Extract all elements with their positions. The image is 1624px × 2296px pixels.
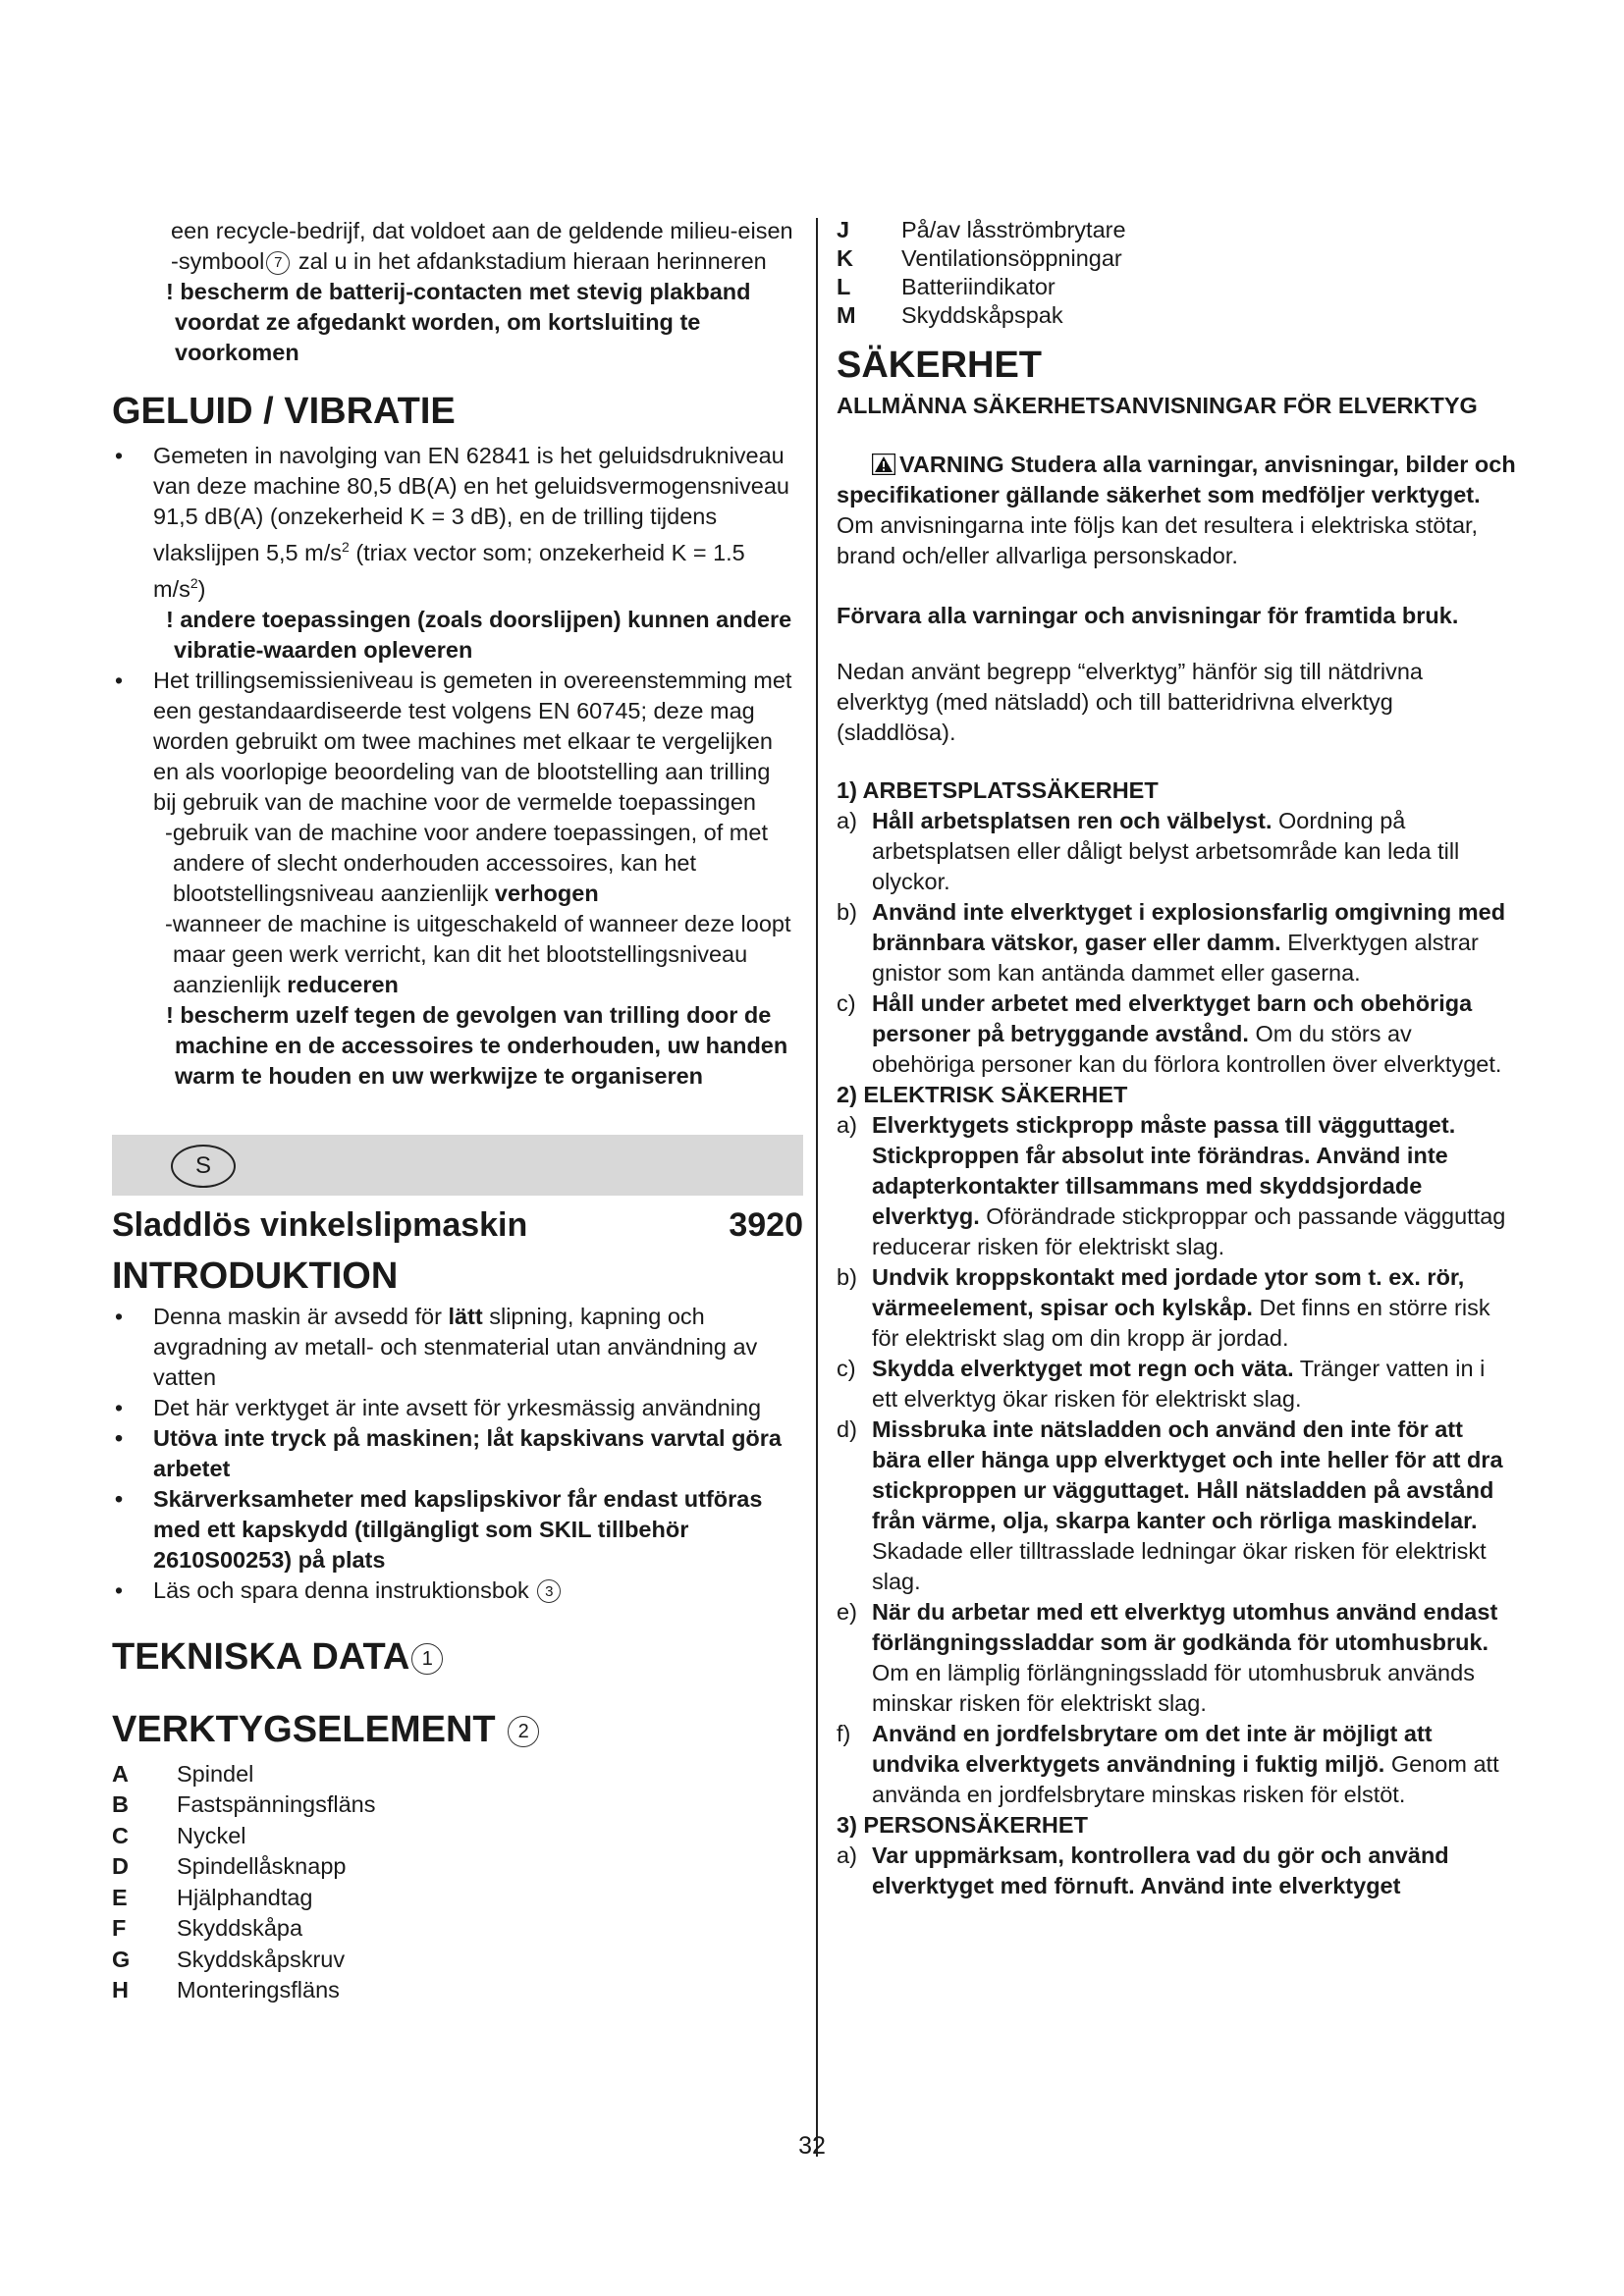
part-row: J På/av låsströmbrytare: [837, 217, 1126, 242]
geluid-bullet-2: • Het trillingsemissieniveau is gemeten in overeenstemming met een gestandaardiseerde test volgens EN 60745; deze mag worden gebruikt om twee machines met elkaar te vergelijken en als voorlopige beoordeling van de blootstelling aan trilling bij gebruik van de machine voor de vermelde toepassingen: [112, 666, 799, 818]
recycle-text: een recycle-bedrijf, dat voldoet aan de geldende milieu-eisen: [171, 218, 793, 243]
s2-item-d: d) Missbruka inte nätsladden och använd den inte för att bära eller hänga upp elverktyget och inte heller för att dra stickproppen ur vägguttaget. Håll nätsladden på avstånd från värme, olja, skarpa kanter och rörliga maskindelar. Skadade eller tilltrasslade ledningar ökar risken för elektriskt slag.: [837, 1416, 1503, 1594]
column-divider: [816, 218, 818, 2157]
battery-contact-warning: ! bescherm de batterij-contacten met stevig plakband voordat ze afgedankt worden, om kortsluiting te voorkomen: [166, 279, 751, 365]
general-safety-heading: ALLMÄNNA SÄKERHETSANVISNINGAR FÖR ELVERKTYG: [837, 393, 1478, 418]
circled-7-icon: 7: [266, 251, 290, 275]
language-code-badge: S: [171, 1145, 236, 1188]
safety-heading: SÄKERHET: [837, 345, 1043, 386]
part-row: H Monteringsfläns: [112, 1977, 340, 2003]
circled-3-icon: 3: [537, 1579, 561, 1603]
s1-item-c: c) Håll under arbetet med elverktyget barn och obehöriga personer på betryggande avstånd. Om du störs av obehöriga personer kan du förlora kontrollen över elverktyget.: [837, 990, 1502, 1077]
parts-list-left: [112, 1759, 799, 2006]
vibration-warning: ! andere toepassingen (zoals doorslijpen) kunnen andere vibratie-waarden opleveren: [166, 606, 792, 663]
keep-instructions: Förvara alla varningar och anvisningar för framtida bruk.: [837, 603, 1459, 628]
part-row: D Spindellåsknapp: [112, 1853, 347, 1880]
left-column: [112, 216, 803, 2006]
product-title-row: [112, 1205, 803, 1245]
tech-data-heading: TEKNISKA DATA 1: [112, 1635, 799, 1679]
warning-paragraph: VARNING Studera alla varningar, anvisningar, bilder och specifikationer gällande säkerhet som medföljer verktyget. Om anvisningarna inte följs kan det resultera i elektriska stötar, brand och/eller allvarliga personskador.: [837, 452, 1516, 568]
language-bar: [112, 1135, 803, 1196]
term-definition: Nedan använt begrepp “elverktyg” hänför sig till nätdrivna elverktyg (med nätsladd) och till batteridrivna elverktyg (sladdlösa).: [837, 659, 1423, 745]
s2-item-f: f) Använd en jordfelsbrytare om det inte är möjligt att undvika elverktygets användning i fuktig miljö. Genom att använda en jordfelsbrytare minskas risken för elstöt.: [837, 1721, 1499, 1807]
part-row: M Skyddskåpspak: [837, 302, 1063, 328]
intro-bullet-4: • Skärverksamheter med kapslipskivor får endast utföras med ett kapskydd (tillgängligt som SKIL tillbehör 2610S00253) på plats: [112, 1484, 799, 1575]
elements-heading: VERKTYGSELEMENT 2: [112, 1708, 799, 1751]
part-row: C Nyckel: [112, 1822, 246, 1848]
symbol-text: -symbool 7 zal u in het afdankstadium hieraan herinneren: [171, 248, 767, 274]
part-row: B Fastspänningsfläns: [112, 1791, 376, 1818]
s2-item-a: a) Elverktygets stickpropp måste passa till vägguttaget. Stickproppen får absolut inte förändras. Använd inte adapterkontakter tillsammans med skyddsjordade elverktyg. Oförändrade stickproppar och passande vägguttag reducerar risken för elektriskt slag.: [837, 1112, 1506, 1259]
intro-heading: INTRODUKTION: [112, 1255, 399, 1297]
section-2-heading: 2) ELEKTRISK SÄKERHET: [837, 1082, 1128, 1107]
intro-bullet-5: • Läs och spara denna instruktionsbok 3: [112, 1575, 799, 1606]
product-number: 3920: [729, 1205, 803, 1244]
part-row: L Batteriindikator: [837, 274, 1056, 299]
intro-bullet-2: • Det här verktyget är inte avsett för yrkesmässig användning: [112, 1393, 799, 1423]
part-row: K Ventilationsöppningar: [837, 245, 1122, 271]
vibration-protect-warning: ! bescherm uzelf tegen de gevolgen van trilling door de machine en de accessoires te onderhouden, uw handen warm te houden en uw werkwijze te organiseren: [166, 1001, 788, 1089]
circled-1-icon: 1: [411, 1643, 443, 1675]
s2-item-e: e) När du arbetar med ett elverktyg utomhus använd endast förlängningssladdar som är godkända för utomhusbruk. Om en lämplig förlängningssladd för utomhusbruk används minskar risken för elektriskt slag.: [837, 1599, 1498, 1716]
part-row: F Skyddskåpa: [112, 1915, 303, 1942]
page-number: 32: [798, 2132, 826, 2160]
vibration-sub-1: -gebruik van de machine voor andere toepassingen, of met andere of slecht onderhouden accessoires, kan het blootstellingsniveau aanzienlijk verhogen: [165, 819, 768, 906]
s1-item-b: b) Använd inte elverktyget i explosionsfarlig omgivning med brännbara vätskor, gaser eller damm. Elverktygen alstrar gnistor som kan antända dammet eller gaserna.: [837, 899, 1506, 986]
parts-list-right: [837, 216, 1516, 330]
part-row: A Spindel: [112, 1760, 254, 1787]
vibration-sub-2: -wanneer de machine is uitgeschakeld of wanneer deze loopt maar geen werk verricht, kan dit het blootstellingsniveau aanzienlijk reduceren: [165, 910, 791, 997]
product-title: Sladdlös vinkelslipmaskin: [112, 1205, 528, 1244]
s2-item-b: b) Undvik kroppskontakt med jordade ytor som t. ex. rör, värmeelement, spisar och kylskåp. Det finns en större risk för elektriskt slag om din kropp är jordad.: [837, 1264, 1490, 1351]
s3-item-a: a) Var uppmärksam, kontrollera vad du gör och använd elverktyget med förnuft. Använd inte elverktyget: [837, 1842, 1449, 1898]
s2-item-c: c) Skydda elverktyget mot regn och väta. Tränger vatten in i ett elverktyg ökar risken för elektriskt slag.: [837, 1356, 1486, 1412]
part-row: E Hjälphandtag: [112, 1884, 313, 1910]
s1-item-a: a) Håll arbetsplatsen ren och välbelyst. Oordning på arbetsplatsen eller dåligt belyst arbetsområde kan leda till olyckor.: [837, 808, 1460, 894]
circled-2-icon: 2: [508, 1716, 539, 1747]
section-3-heading: 3) PERSONSÄKERHET: [837, 1812, 1088, 1838]
warning-triangle-icon: [872, 454, 895, 475]
section-1-heading: 1) ARBETSPLATSSÄKERHET: [837, 777, 1159, 803]
part-row: G Skyddskåpskruv: [112, 1946, 346, 1972]
geluid-heading: GELUID / VIBRATIE: [112, 391, 456, 432]
intro-bullet-1: • Denna maskin är avsedd för lätt slipning, kapning och avgradning av metall- och stenmaterial utan användning av vatten: [112, 1302, 799, 1393]
geluid-bullet-1: • Gemeten in navolging van EN 62841 is het geluidsdrukniveau van deze machine 80,5 dB(A) en het geluidsvermogensniveau 91,5 dB(A) (onzekerheid K = 3 dB), en de trilling tijdens vlakslijpen 5,5 $m/s^2$ (triax vector som; onzekerheid K = 1.5 $m/s^2$): [112, 441, 799, 605]
intro-bullet-3: • Utöva inte tryck på maskinen; låt kapskivans varvtal göra arbetet: [112, 1423, 799, 1484]
right-column: [837, 216, 1516, 1901]
